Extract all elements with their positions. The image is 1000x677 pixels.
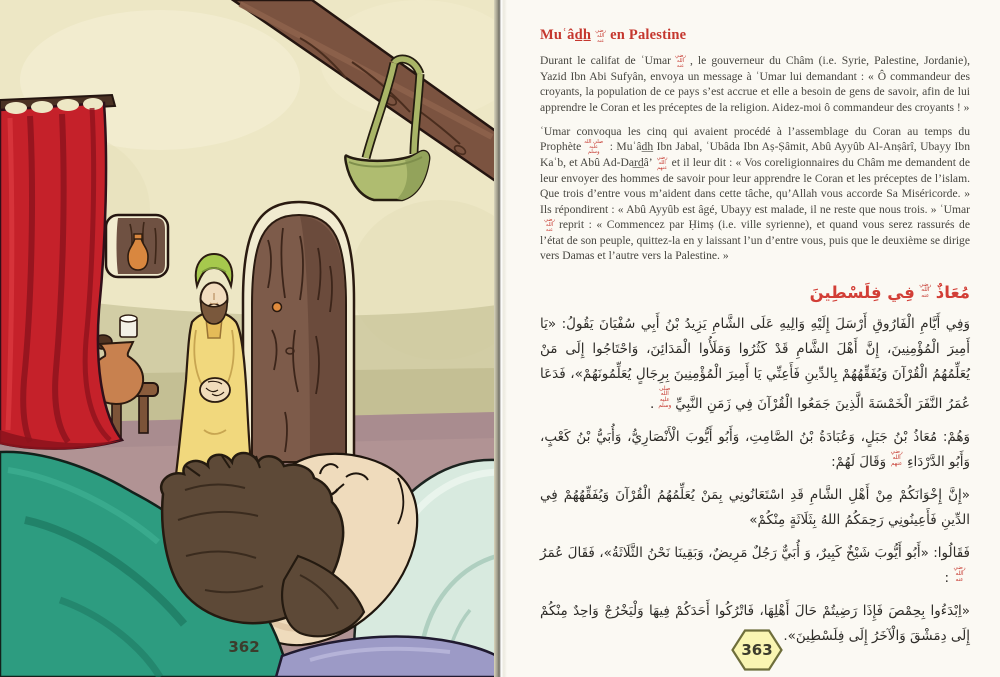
paragraph-french-1 xyxy=(540,53,970,115)
page-right-text xyxy=(507,0,1000,677)
fr-p1-seg1: Durant le califat de ʿUmar xyxy=(540,54,671,67)
ar-p2-seg1: وَهُمْ: مُعَاذُ بْنُ جَبَلٍ، وَعُبَادَةُ بْنُ الصَّامِتِ، وَأَبُو أَيُّوبَ الْأَنْصَارِيُّ، وَأُبَيُّ بْنُ كَعْبٍ، وَأَبُو الدَّرْدَاءِ xyxy=(540,428,970,470)
section-title-french xyxy=(540,27,970,44)
ar-p1-seg1: وَفِي أَيَّامِ الْفَارُوقِ أَرْسَلَ إِلَيْهِ وَالِيهِ عَلَى الشَّامِ يَزِيدُ بْنُ أَبِي سُفْيَانَ يَقُولُ: «يَا أَمِيرَ الْمُؤْمِنِينَ، إِنَّ أَهْلَ الشَّامِ قَدْ كَثُرُوا وَمَلَأُوا الْمَدَائِنَ، وَاحْتَاجُوا إِلَى مَنْ يُعَلِّمُهُمُ الْقُرْآنَ وَيُفَقِّهُهُمْ بِالدِّينِ فَأَعِنِّي يَا أَمِيرَ الْمُؤْمِنِينَ بِرِجَالٍ يُعَلِّمُونَهُمْ»، فَدَعَا عُمَرُ النَّفَرَ الْخَمْسَةَ الَّذِينَ جَمَعُوا الْقُرْآنَ فِي زَمَنِ النَّبِيِّ xyxy=(540,315,970,412)
section-title-arabic xyxy=(540,283,970,302)
ar-p4-seg2: : xyxy=(944,569,949,586)
fr-p2-seg2: : Muʿâd̲h̲ Ibn Jabal, ʿUbâda Ibn Aṣ-Ṣâmit, Abû Ayyûb Al-Anṣârî, Ubayy Ibn Kaʿb, et Abû Ad-Dar̲d̲â’ xyxy=(540,140,970,170)
fr-p2-seg1: ʿUmar convoqua les cinq qui avaient procédé à l’assemblage du Coran au temps du Prophète xyxy=(540,124,970,154)
page-number-badge-left xyxy=(218,626,270,668)
ar-title-rest: فِي فِلَسْطِينَ xyxy=(809,282,915,302)
paragraph-arabic-2 xyxy=(540,425,970,475)
paragraph-french-2 xyxy=(540,124,970,264)
honorific-radi-anhum-icon: رضي الله عنهم xyxy=(890,449,903,467)
standing-man-hands xyxy=(200,378,230,402)
wall-niche xyxy=(106,215,168,277)
honorific-saws-icon: صلى الله عليه وسلم xyxy=(584,139,604,156)
ar-p2-seg2: وَقَالَ لَهُمْ: xyxy=(831,453,887,470)
title-rest: en Palestine xyxy=(610,27,687,43)
honorific-saws-icon: صلى الله عليه وسلم xyxy=(658,385,672,409)
cup xyxy=(120,315,137,337)
fr-p2-seg4: reprit : « Commencez par Ḥimṣ (i.e. ville syrienne), et quand vous serez rassurés de l’état de son peuple, quittez-la en y laissant l’un d’entre vous, puis que le deuxième se dirige vers Damas et l’autre vers la Palestine. » xyxy=(540,218,970,263)
bedroom-illustration xyxy=(0,0,497,677)
paragraph-arabic-1 xyxy=(540,312,970,417)
book-spine xyxy=(494,0,507,677)
title-name: Muʿâd̲h̲ xyxy=(540,27,592,43)
fr-p2-seg3: et il leur dit : « Vos coreligionnaires du Châm me demandent de leur envoyer des hommes de savoir pour leur apprendre le Coran et les préceptes de l’islam. Que trois d’entre vous m’aident dans cette tâche, qu’Allah vous accorde Sa Miséricorde. » Ils répondirent : « Abû Ayyûb est âgé, Ubayy est malade, il ne reste que nous trois. » ʿUmar xyxy=(540,156,970,216)
page-number-badge-right xyxy=(731,629,783,671)
ar-p5-seg1: «اِبْدَءُوا بِحِمْصَ فَإِذَا رَضِيتُمْ حَالَ أَهْلِهَا، فَاتْرُكُوا أَحَدَكُمْ فِيهَا وَلْيَخْرُجْ وَاحِدٌ مِنْكُمْ إِلَى دِمَشْقَ وَالْآخَرُ إِلَى فِلَسْطِينَ». xyxy=(540,602,970,644)
honorific-radi-anhum-icon: رضي الله عنهم xyxy=(656,155,668,172)
honorific-radi-anhu-icon: رضي الله عنه xyxy=(595,28,607,44)
paragraph-arabic-3 xyxy=(540,483,970,533)
ar-title-name: مُعَاذٌ xyxy=(935,282,970,302)
paragraph-arabic-4 xyxy=(540,541,970,591)
page-left-illustration xyxy=(0,0,497,677)
ar-p4-seg1: فَقَالُوا: «أَبُو أَيُّوبَ شَيْخٌ كَبِيرٌ، وَ أُبَيٌّ رَجُلٌ مَرِيضٌ، وَبَقِينَا نَحْنُ الثَّلَاثَةُ»، فَقَالَ عُمَرُ xyxy=(540,544,970,561)
text-column xyxy=(540,0,970,649)
honorific-radi-anhu-icon: رضي الله عنه xyxy=(675,53,686,69)
honorific-radi-anhu-icon: رضي الله عنه xyxy=(953,565,966,583)
page-number-right: 363 xyxy=(741,641,773,659)
ar-p3-seg1: «إِنَّ إِخْوَانَكُمْ مِنْ أَهْلِ الشَّامِ قَدِ اسْتَعَانُونِي بِمَنْ يُعَلِّمُهُمُ الْقُرْآنَ وَيُفَقِّهُهُمْ فِي الدِّينِ فَأَعِينُونِي رَحِمَكُمُ اللهُ بِثَلَاثَةٍ مِنْكُمْ» xyxy=(540,486,970,528)
fr-p1-seg2: , le gouverneur du Châm (i.e. Syrie, Palestine, Jordanie), Yazid Ibn Abi Sufyân, envoya un message à ʿUmar lui demandant : « Ô commandeur des croyants, la population de ce pays s’est accrue et elle a besoin de gens de savoir, afin de lui apprendre le Coran et les préceptes de la religion. Aidez-moi ô commandeur des croyants ! » xyxy=(540,54,970,114)
honorific-radi-anhu-icon: رضي الله عنه xyxy=(919,281,932,299)
door xyxy=(243,202,354,462)
ar-p1-seg2: . xyxy=(650,395,655,412)
page-number-left: 362 xyxy=(228,638,260,656)
honorific-radi-anhu-icon: رضي الله عنه xyxy=(544,217,555,234)
